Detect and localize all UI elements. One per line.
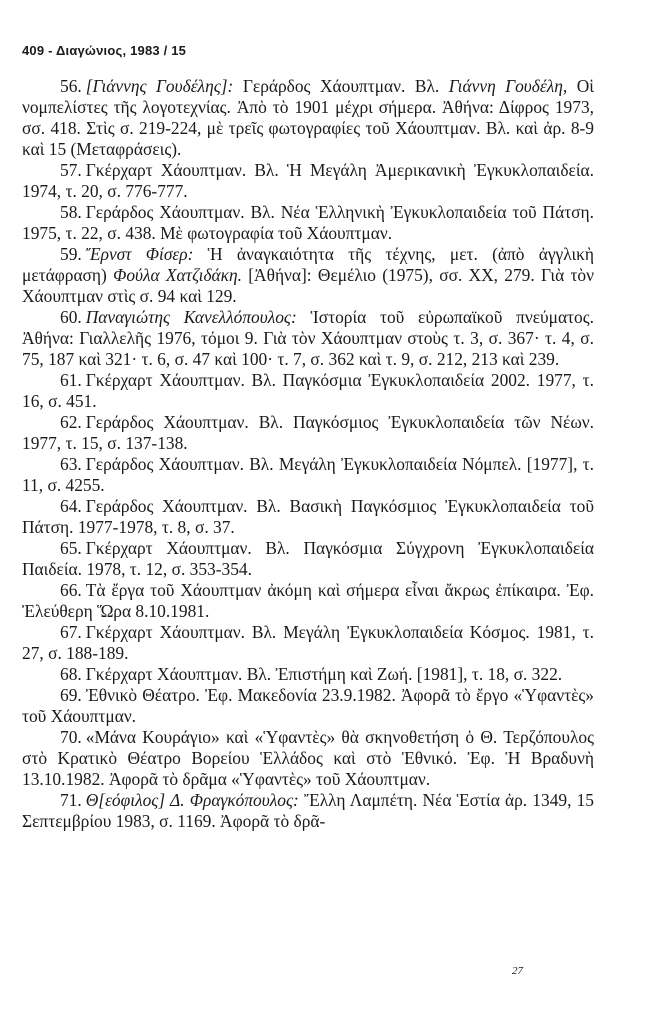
entry-number: 69.: [60, 685, 82, 705]
entry-text: Γεράρδος Χάουπτμαν. Βλ. Μεγάλη Ἐγκυκλοπαιδεία Νόμπελ. [1977], τ. 11, σ. 4255.: [22, 454, 594, 495]
bibliography-entry: [22, 496, 594, 538]
entry-text: Ἱστορία τοῦ εὐρωπαϊκοῦ πνεύματος. Ἀθήνα: Γιαλλελῆς 1976, τόμοι 9. Γιὰ τὸν Χάουπτμαν στοὺς τ. 3, σ. 367· τ. 4, σ. 75, 187 καὶ 321· τ. 6, σ. 47 καὶ 100· τ. 7, σ. 362 καὶ τ. 9, σ. 212, 213 καὶ 239.: [22, 307, 594, 369]
entry-author-title: [Γιάννης Γουδέλης]:: [85, 76, 234, 96]
bibliography-entry: [22, 454, 594, 496]
bibliography-entry: [22, 160, 594, 202]
entry-author-title: Θ[εόφιλος] Δ. Φραγκόπουλος:: [85, 790, 299, 810]
entry-number: 57.: [60, 160, 82, 180]
entry-number: 62.: [60, 412, 82, 432]
entry-text: Ἐθνικὸ Θέατρο. Ἐφ. Μακεδονία 23.9.1982. Ἀφορᾶ τὸ ἔργο «Ὑφαντὲς» τοῦ Χάουπτμαν.: [22, 685, 594, 726]
bibliography-entry: [22, 538, 594, 580]
entry-text: Οἱ νομπελίστες τῆς λογοτεχνίας. Ἀπὸ τὸ 1901 μέχρι σήμερα. Ἀθήνα: Δίφρος 1973, σσ. 418. Στὶς σ. 219-224, μὲ τρεῖς φωτογραφίες τοῦ Χάουπτμαν. Βλ. καὶ ἀρ. 8-9 καὶ 15 (Μεταφράσεις).: [22, 76, 594, 159]
entry-text: Γκέρχαρτ Χάουπτμαν. Βλ. Παγκόσμια Ἐγκυκλοπαιδεία 2002. 1977, τ. 16, σ. 451.: [22, 370, 594, 411]
entry-number: 61.: [60, 370, 82, 390]
page-number: 27: [512, 965, 523, 977]
bibliography-entry: [22, 202, 594, 244]
bibliography-list: [22, 76, 594, 832]
entry-text: [Ἀθήνα]: Θεμέλιο (1975), σσ. XX, 279. Γιὰ τὸν Χάουπτμαν στὶς σ. 94 καὶ 129.: [22, 265, 594, 306]
entry-number: 59.: [60, 244, 82, 264]
entry-author-title: Γιάννη Γουδέλη,: [448, 76, 568, 96]
entry-text: Γεράρδος Χάουπτμαν. Βλ. Νέα Ἑλληνικὴ Ἐγκυκλοπαιδεία τοῦ Πάτση. 1975, τ. 22, σ. 438. Μὲ φωτογραφία τοῦ Χάουπτμαν.: [22, 202, 594, 243]
entry-number: 66.: [60, 580, 82, 600]
running-head: 409 - Διαγώνιος, 1983 / 15: [22, 43, 187, 58]
entry-number: 67.: [60, 622, 82, 642]
entry-text: Τὰ ἔργα τοῦ Χάουπτμαν ἀκόμη καὶ σήμερα εἶναι ἄκρως ἐπίκαιρα. Ἐφ. Ἐλεύθερη Ὥρα 8.10.1981.: [22, 580, 594, 621]
bibliography-entry: [22, 307, 594, 370]
entry-number: 63.: [60, 454, 82, 474]
entry-number: 70.: [60, 727, 82, 747]
entry-text: Γκέρχαρτ Χάουπτμαν. Βλ. Παγκόσμια Σύγχρονη Ἐγκυκλοπαιδεία Παιδεία. 1978, τ. 12, σ. 353-354.: [22, 538, 594, 579]
entry-text: Γκέρχαρτ Χάουπτμαν. Βλ. Μεγάλη Ἐγκυκλοπαιδεία Κόσμος. 1981, τ. 27, σ. 188-189.: [22, 622, 594, 663]
entry-text: Γεράρδος Χάουπτμαν. Βλ.: [233, 76, 449, 96]
entry-text: Ἡ ἀναγκαιότητα τῆς τέχνης, μετ. (ἀπὸ ἀγγλικὴ μετάφραση): [22, 244, 594, 285]
bibliography-entry: [22, 244, 594, 307]
entry-author-title: Παναγιώτης Κανελλόπουλος:: [85, 307, 297, 327]
entry-number: 56.: [60, 76, 82, 96]
bibliography-entry: [22, 790, 594, 832]
bibliography-entry: [22, 685, 594, 727]
entry-text: Γκέρχαρτ Χάουπτμαν. Βλ. Ἡ Μεγάλη Ἀμερικανικὴ Ἐγκυκλοπαιδεία. 1974, τ. 20, σ. 776-777.: [22, 160, 594, 201]
entry-number: 65.: [60, 538, 82, 558]
entry-number: 71.: [60, 790, 82, 810]
bibliography-entry: [22, 370, 594, 412]
bibliography-entry: [22, 622, 594, 664]
entry-author-title: Φούλα Χατζιδάκη.: [113, 265, 243, 285]
entry-text: Γεράρδος Χάουπτμαν. Βλ. Παγκόσμιος Ἐγκυκλοπαιδεία τῶν Νέων. 1977, τ. 15, σ. 137-138.: [22, 412, 594, 453]
entry-author-title: Ἔρνστ Φίσερ:: [85, 244, 194, 264]
entry-number: 58.: [60, 202, 82, 222]
entry-text: Γκέρχαρτ Χάουπτμαν. Βλ. Ἐπιστήμη καὶ Ζωή. [1981], τ. 18, σ. 322.: [85, 664, 563, 684]
bibliography-entry: [22, 664, 594, 685]
entry-number: 64.: [60, 496, 82, 516]
entry-text: «Μάνα Κουράγιο» καὶ «Ὑφαντὲς» θὰ σκηνοθετήση ὁ Θ. Τερζόπουλος στὸ Κρατικὸ Θέατρο Βορείου Ἑλλάδος καὶ στὸ Ἐθνικό. Ἐφ. Ἡ Βραδυνὴ 13.10.1982. Ἀφορᾶ τὸ δρᾶμα «Ὑφαντὲς» τοῦ Χάουπτμαν.: [22, 727, 594, 789]
bibliography-entry: [22, 727, 594, 790]
entry-text: Ἔλλη Λαμπέτη. Νέα Ἑστία ἀρ. 1349, 15 Σεπτεμβρίου 1983, σ. 1169. Ἀφορᾶ τὸ δρᾶ-: [22, 790, 595, 831]
entry-text: Γεράρδος Χάουπτμαν. Βλ. Βασικὴ Παγκόσμιος Ἐγκυκλοπαιδεία τοῦ Πάτση. 1977-1978, τ. 8, σ. 37.: [22, 496, 594, 537]
bibliography-entry: [22, 76, 594, 160]
bibliography-entry: [22, 580, 594, 622]
entry-number: 68.: [60, 664, 82, 684]
entry-number: 60.: [60, 307, 82, 327]
bibliography-entry: [22, 412, 594, 454]
